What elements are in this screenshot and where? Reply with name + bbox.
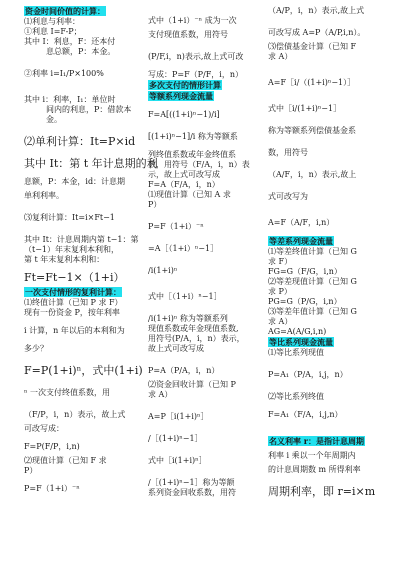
- section-heading: 等差系列现金流量: [269, 236, 333, 246]
- text-line: ①利息 I=F-P；: [24, 27, 82, 36]
- text-line: 间内的利息，P：借款本: [46, 105, 132, 114]
- text-line: 多少？: [24, 344, 48, 353]
- text-line: （F/P，i，n）表示，故上式: [24, 410, 126, 419]
- text-line: ⑵等差现值计算（已知 G: [268, 277, 357, 286]
- formula-line: A=F（A/F，i,n）: [268, 218, 335, 227]
- text-line: 现值系数或年金现值系数,: [148, 324, 239, 333]
- text-line: i 计算，n 年以后的本利和为: [24, 326, 125, 335]
- text-line: 系列资金回收系数，用符: [148, 488, 236, 497]
- text-line: 其中 I：利息，F：还本付: [24, 37, 116, 46]
- text-line: ⑴等比系列现值: [268, 348, 324, 357]
- text-line: 用符号(P/A，i，n）表示，: [148, 334, 245, 343]
- column-1: [24, 6, 158, 494]
- text-line: 其中 It：计息周期内第 t−1：第: [24, 235, 139, 244]
- text-line: ⑴等差终值计算（已知 G: [268, 247, 357, 256]
- text-line: 数，用符号（F/A，i，n）表: [148, 160, 250, 169]
- text-line: 列终值系数或年金终值系: [148, 150, 236, 159]
- formula-line: AG=A(A/G,i,n): [268, 327, 327, 336]
- formula-line: 式中［i(1+i)ⁿ］: [148, 456, 207, 465]
- formula-line: =A［（1+i）ⁿ−1］: [148, 244, 219, 253]
- text-line: 单利利率。: [24, 191, 64, 200]
- text-line: /［(1+i)ⁿ−1］称为等额: [148, 478, 235, 487]
- formula-line: F=P(1+i)ⁿ，式中(1+i): [24, 364, 143, 377]
- text-line: P）: [24, 466, 38, 475]
- text-line: 示，故上式可改写成: [148, 170, 220, 179]
- formula-line: P=A（P/A，i，n）: [148, 366, 220, 375]
- text-line: （A/P，i，n）表示,故上式: [268, 6, 365, 15]
- formula-line: F=A（F/A，i，n）: [148, 180, 220, 189]
- text-line: 的计息周期数 m 所得利率: [268, 465, 361, 474]
- text-line: 息总额，P：本金。: [46, 47, 116, 56]
- text-line: 称为等额系列偿债基金系: [268, 126, 356, 135]
- text-line: 求 A）: [148, 390, 173, 399]
- text-line: (P/F,i，n)表示,故上式可改: [148, 52, 244, 61]
- column-2: [148, 16, 264, 498]
- formula-line: A=P［i(1+i)ⁿ］: [148, 412, 209, 421]
- formula-line: F=P(F/P，i,n): [24, 442, 80, 451]
- section-heading: 等额系列现金流量: [149, 91, 213, 101]
- text-line: 金。: [46, 115, 62, 124]
- formula-line: P=F（1+i）⁻ⁿ: [24, 484, 80, 493]
- text-line: ⑶偿债基金计算（已知 F: [268, 42, 357, 51]
- text-line: 式可改写为: [268, 192, 308, 201]
- formula-line: [(1+i)ⁿ−1]/i 称为等额系: [148, 132, 238, 141]
- text-line: ⑴利息与利率：: [24, 17, 80, 26]
- formula-line: P=F（1+i）⁻ⁿ: [148, 222, 204, 231]
- section-heading: 等比系列现金流量: [269, 337, 333, 347]
- formula-line: /i(1+i)ⁿ: [148, 266, 178, 275]
- text-line: 现有一份资金 P，按年利率: [24, 308, 120, 317]
- text-line: （t−1）年末复利本利和，: [24, 245, 120, 254]
- text-line: ⑴终值计算（已知 P 求 F）: [24, 298, 123, 307]
- section-heading: 资金时间价值的计算：: [25, 6, 105, 16]
- section-heading: 一次支付情形的复利计算：: [25, 287, 121, 297]
- section-heading: 多次支付的情形计算: [149, 80, 221, 90]
- formula-line: ②利率 i=I₁/P×100%: [24, 69, 104, 78]
- column-3: [268, 6, 392, 497]
- text-line: 第 t 年末复利本利和：: [24, 255, 105, 264]
- text-line: 求 A）: [268, 317, 293, 326]
- text-line: 写成：P=F（P/F，i，n）: [148, 70, 243, 79]
- text-line: ⁿ 一次支付终值系数，用: [24, 388, 111, 397]
- text-line: 可改写成：: [24, 424, 64, 433]
- text-line: 求 F）: [268, 257, 293, 266]
- formula-line: ⑵单利计算：It=P×id: [24, 135, 136, 148]
- formula-line: 式中［i/(1+i)ⁿ−1］: [268, 104, 342, 113]
- text-line: 式中（1+i）⁻ⁿ 成为一次: [148, 16, 237, 25]
- formula-line: 式中［（1+i）ⁿ−1］: [148, 292, 222, 301]
- text-line: ⑴现值计算（已知 A 求: [148, 190, 231, 199]
- formula-line: FG=G（F/G，i,n）: [268, 267, 342, 276]
- formula-line: F=A₁（F/A，i,j,n）: [268, 410, 343, 419]
- text-line: 支付现值系数，用符号: [148, 30, 228, 39]
- text-line: ⑵现值计算（已知 F 求: [24, 456, 107, 465]
- formula-line: PG=G（P/G，i,n）: [268, 297, 342, 306]
- text-line: ⑵等比系列终值: [268, 392, 324, 401]
- text-line: 求 A）: [268, 52, 293, 61]
- text-line: /i(1+i)ⁿ 称为等额系列: [148, 314, 228, 323]
- text-line: 可改写成 A=P（A/P,i,n）。: [268, 28, 366, 37]
- text-line: 故上式可改写成: [148, 344, 204, 353]
- formula-line: /［(1+i)ⁿ−1］: [148, 434, 203, 443]
- text-line: 息额，P：本金，id：计息期: [24, 177, 126, 186]
- formula-line: F=A[((1+i)ⁿ−1)/i]: [148, 110, 220, 119]
- text-line: ⑵资金回收计算（已知 P: [148, 380, 236, 389]
- text-line: 求 P）: [268, 287, 292, 296]
- section-heading: 名义利率 r：是指计息周期: [269, 436, 364, 446]
- formula-line: P=A₁（P/A，i,j，n）: [268, 370, 348, 379]
- text-line: 数，用符号: [268, 148, 308, 157]
- formula-line: A=F［i/（(1+i)ⁿ−1）］: [268, 78, 356, 87]
- text-line: 其中 It：第 t 年计息期的利: [24, 157, 158, 170]
- text-line: P）: [148, 200, 162, 209]
- text-line: （A/F，i，n）表示,故上: [268, 170, 357, 179]
- formula-line: Ft=Ft−1×（1+i）: [24, 271, 125, 284]
- formula-line: ⑶复利计算：It=i×Ft−1: [24, 213, 115, 222]
- text-line: 其中 i：利率，I₁：单位时: [24, 95, 116, 104]
- formula-line: 周期利率，即 r=i×m: [268, 485, 376, 498]
- text-line: 利率 i 乘以一个年周期内: [268, 451, 356, 460]
- text-line: ⑶等差年值计算（已知 G: [268, 307, 357, 316]
